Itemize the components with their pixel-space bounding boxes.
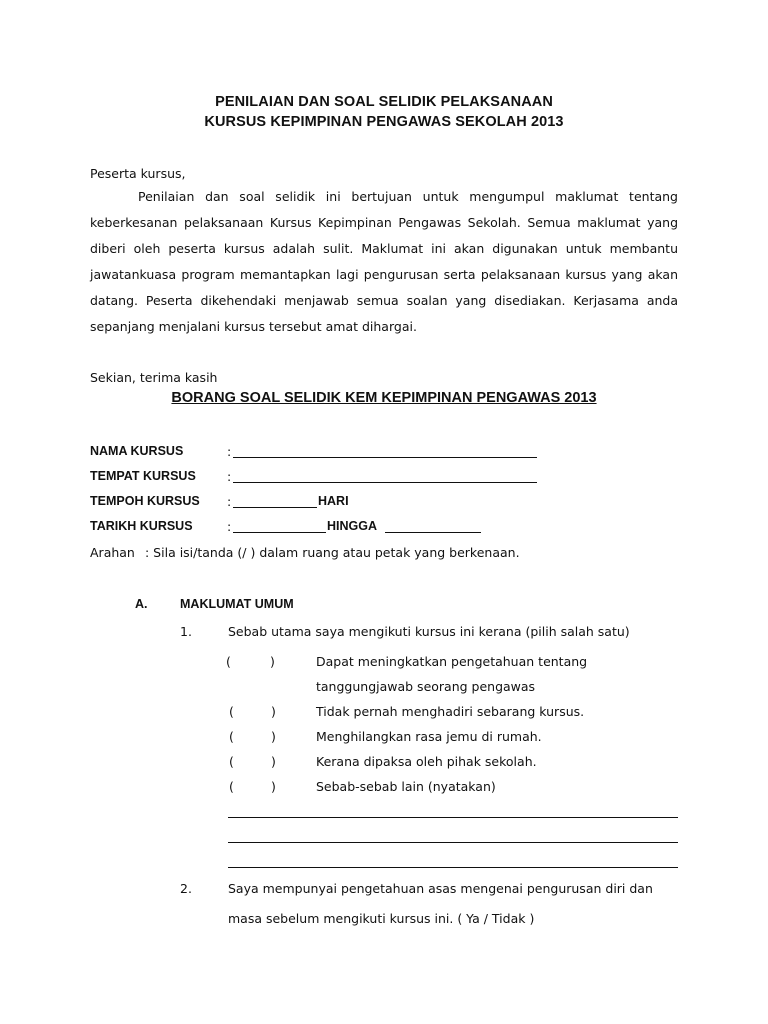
option-2-checkbox[interactable] — [236, 702, 269, 722]
option-2-label: Tidak pernah menghadiri sebarang kursus. — [316, 704, 585, 719]
option-2-paren-close: ) — [271, 704, 276, 719]
tarikh-separator: HINGGA — [327, 519, 377, 533]
option-5-label: Sebab-sebab lain (nyatakan) — [316, 779, 496, 794]
option-3-checkbox[interactable] — [236, 727, 269, 747]
option-3-paren-open: ( — [229, 729, 234, 744]
field-label: TEMPAT KURSUS — [90, 469, 196, 483]
option-5-checkbox[interactable] — [236, 777, 269, 797]
option-1-label-cont: tanggungjawab seorang pengawas — [316, 679, 536, 694]
field-label: NAMA KURSUS — [90, 444, 184, 458]
question-2-text-line2[interactable]: masa sebelum mengikuti kursus ini. ( Ya / Tidak ) — [228, 911, 535, 926]
question-2-number: 2. — [180, 881, 192, 896]
colon: : — [227, 444, 232, 459]
field-label: TARIKH KURSUS — [90, 519, 193, 533]
other-reason-line-2[interactable] — [228, 842, 678, 843]
option-4-label: Kerana dipaksa oleh pihak sekolah. — [316, 754, 537, 769]
colon: : — [227, 469, 232, 484]
intro-paragraph — [90, 184, 678, 340]
question-1-number: 1. — [180, 624, 192, 639]
option-5-paren-close: ) — [271, 779, 276, 794]
nama-kursus-input-line[interactable] — [233, 444, 537, 458]
instruction-text: : Sila isi/tanda (/ ) dalam ruang atau petak yang berkenaan. — [145, 545, 520, 560]
question-2-text-line1: Saya mempunyai pengetahuan asas mengenai pengurusan diri dan — [228, 881, 653, 896]
option-4-paren-close: ) — [271, 754, 276, 769]
option-5-paren-open: ( — [229, 779, 234, 794]
document-title-line1: PENILAIAN DAN SOAL SELIDIK PELAKSANAAN — [215, 94, 553, 110]
colon: : — [227, 519, 232, 534]
option-1-label: Dapat meningkatkan pengetahuan tentang — [316, 654, 588, 669]
closing-text: Sekian, terima kasih — [90, 370, 218, 385]
tempoh-kursus-input-line[interactable] — [233, 494, 317, 508]
field-label: TEMPOH KURSUS — [90, 494, 200, 508]
intro-paragraph-text: Penilaian dan soal selidik ini bertujuan untuk mengumpul maklumat tentang keberkesanan pelaksanaan Kursus Kepimpinan Pengawas Sekolah. Semua maklumat yang diberi oleh peserta kursus adalah sulit. Maklumat ini akan digunakan untuk membantu jawatankuasa program memantapkan lagi pengurusan serta pelaksanaan kursus yang akan datang. Peserta dikehendaki menjawab semua soalan yang disediakan. Kerjasama anda sepanjang menjalani kursus tersebut amat dihargai. — [90, 189, 678, 334]
option-1-paren-open: ( — [226, 654, 231, 669]
question-1-text: Sebab utama saya mengikuti kursus ini kerana (pilih salah satu) — [228, 624, 630, 639]
section-letter: A. — [135, 597, 148, 611]
option-1-paren-close: ) — [270, 654, 275, 669]
tempoh-unit-label: HARI — [318, 494, 349, 508]
tarikh-start-input-line[interactable] — [233, 519, 326, 533]
section-title: MAKLUMAT UMUM — [180, 597, 294, 611]
option-4-paren-open: ( — [229, 754, 234, 769]
salutation: Peserta kursus, — [90, 166, 186, 181]
document-title-line2: KURSUS KEPIMPINAN PENGAWAS SEKOLAH 2013 — [204, 114, 564, 130]
option-1-checkbox[interactable] — [234, 652, 268, 672]
option-3-label: Menghilangkan rasa jemu di rumah. — [316, 729, 542, 744]
form-title: BORANG SOAL SELIDIK KEM KEPIMPINAN PENGAWAS 2013 — [171, 390, 597, 406]
option-3-paren-close: ) — [271, 729, 276, 744]
option-4-checkbox[interactable] — [236, 752, 269, 772]
other-reason-line-1[interactable] — [228, 817, 678, 818]
colon: : — [227, 494, 232, 509]
other-reason-line-3[interactable] — [228, 867, 678, 868]
tarikh-end-input-line[interactable] — [385, 519, 481, 533]
tempat-kursus-input-line[interactable] — [233, 469, 537, 483]
option-2-paren-open: ( — [229, 704, 234, 719]
instruction-label: Arahan — [90, 545, 135, 560]
